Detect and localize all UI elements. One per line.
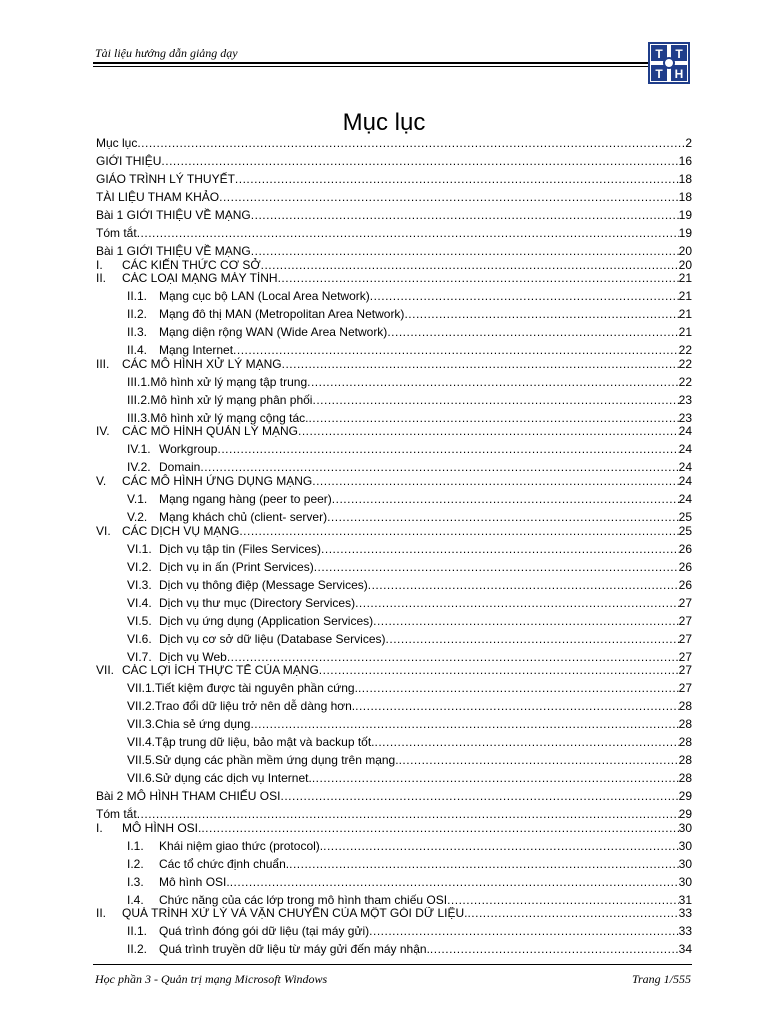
toc-dot-leader <box>251 208 679 222</box>
toc-entry-number: II. <box>96 906 107 921</box>
toc-entry-title: Quá trình đóng gói dữ liệu (tại máy gửi) <box>159 924 370 939</box>
toc-entry-title: Trao đổi dữ liệu trở nên dễ dàng hơn. <box>155 699 356 714</box>
toc-dot-leader <box>323 839 679 853</box>
toc-entry[interactable] <box>96 488 692 506</box>
toc-entry[interactable] <box>96 731 692 749</box>
toc-dot-leader <box>278 272 679 286</box>
logo-letter-br: H <box>674 67 684 81</box>
toc-entry-title: Các tổ chức định chuẩn. <box>159 856 290 871</box>
toc-entry-page: 22 <box>678 374 692 389</box>
toc-entry[interactable] <box>96 574 692 592</box>
toc-entry-title: Dịch vụ Web <box>159 649 227 664</box>
toc-entry-title: Tập trung dữ liệu, bảo mật và backup tốt. <box>155 735 375 750</box>
toc-dot-leader <box>217 442 678 456</box>
toc-entry-page: 30 <box>678 874 692 889</box>
toc-entry-number: I.4. <box>127 892 144 907</box>
toc-entry[interactable] <box>96 474 692 488</box>
toc-dot-leader <box>404 307 678 321</box>
toc-entry-title: QUÁ TRÌNH XỬ LÝ VÀ VẬN CHUYỂN CỦA MỘT GÓI DỮ LIỆU. <box>122 906 468 921</box>
toc-entry-page: 28 <box>678 771 692 786</box>
toc-entry-title: Mô hình xử lý mạng phân phối <box>150 392 313 407</box>
toc-dot-leader <box>314 560 679 574</box>
toc-entry-number: I.3. <box>127 874 144 889</box>
toc-entry-title: CÁC KIẾN THỨC CƠ SỞ <box>122 258 261 272</box>
toc-entry-title: Mô hình xử lý mạng tập trung <box>150 374 308 389</box>
toc-entry-title: Mạng Internet <box>159 343 234 358</box>
toc-entry-number: IV.2. <box>127 460 151 475</box>
toc-entry-title: CÁC LỢI ÍCH THỰC TẾ CỦA MẠNG <box>122 663 319 678</box>
toc-dot-leader <box>368 578 679 592</box>
toc-entry[interactable] <box>96 438 692 456</box>
toc-dot-leader <box>373 614 679 628</box>
toc-entry-title: CÁC MÔ HÌNH ỨNG DỤNG MẠNG <box>122 474 313 488</box>
toc-dot-leader <box>327 510 679 524</box>
toc-dot-leader <box>161 154 678 168</box>
toc-entry-page: 26 <box>678 577 692 592</box>
toc-entry-page: 24 <box>678 442 692 457</box>
toc-entry[interactable] <box>96 803 692 821</box>
toc-entry-number: I.1. <box>127 838 144 853</box>
toc-entry-number: II. <box>96 271 107 286</box>
toc-entry[interactable] <box>96 664 692 678</box>
table-of-contents <box>96 132 692 956</box>
toc-entry[interactable] <box>96 240 692 258</box>
toc-entry-title: Bài 1 GIỚI THIỆU VỀ MẠNG <box>96 244 251 258</box>
toc-dot-leader <box>312 474 678 488</box>
toc-entry[interactable] <box>96 821 692 835</box>
toc-entry-title: Chia sẻ ứng dụng <box>155 717 251 732</box>
toc-entry[interactable] <box>96 272 692 286</box>
toc-entry-number: II.1. <box>127 924 148 939</box>
toc-entry-title: GIỚI THIỆU <box>96 154 162 168</box>
toc-dot-leader <box>261 258 679 272</box>
toc-entry[interactable] <box>96 339 692 357</box>
toc-dot-leader <box>308 411 678 425</box>
toc-entry-number: VI.1. <box>127 541 152 556</box>
toc-entry[interactable] <box>96 677 692 695</box>
toc-entry[interactable] <box>96 785 692 803</box>
toc-entry-number: I.2. <box>127 856 144 871</box>
toc-entry-page: 29 <box>678 807 692 822</box>
toc-dot-leader <box>358 681 679 695</box>
toc-entry-page: 27 <box>678 631 692 646</box>
toc-entry-title: CÁC LOẠI MẠNG MÁY TÍNH <box>122 271 278 286</box>
toc-entry-number: VI.5. <box>127 613 152 628</box>
toc-entry-page: 24 <box>678 474 692 488</box>
toc-entry[interactable] <box>96 938 692 956</box>
toc-entry-title: Sử dụng các phần mềm ứng dụng trên mạng. <box>155 753 399 768</box>
toc-dot-leader <box>251 244 679 258</box>
toc-entry-page: 25 <box>678 523 692 538</box>
toc-entry-title: Quá trình truyền dữ liệu từ máy gửi đến máy nhận. <box>159 942 430 957</box>
toc-entry[interactable] <box>96 556 692 574</box>
toc-entry-title: Chức năng của các lớp trong mô hình tham chiếu OSI <box>159 892 448 907</box>
toc-dot-leader <box>239 524 678 538</box>
toc-dot-leader <box>312 771 679 785</box>
toc-entry-page: 33 <box>678 906 692 921</box>
tth-logo <box>648 42 690 84</box>
toc-entry[interactable] <box>96 907 692 921</box>
toc-entry-number: II.1. <box>127 289 148 304</box>
toc-entry-title: MÔ HÌNH OSI. <box>122 821 202 835</box>
toc-entry[interactable] <box>96 456 692 474</box>
logo-letter-tl: T <box>655 47 663 61</box>
toc-dot-leader <box>298 425 679 439</box>
toc-dot-leader <box>227 650 679 664</box>
toc-entry-title: Dịch vụ in ấn (Print Services) <box>159 559 314 574</box>
toc-entry-number: VII.5. <box>127 753 156 768</box>
toc-entry[interactable] <box>96 321 692 339</box>
logo-letter-bl: T <box>655 67 663 81</box>
toc-entry-number: IV. <box>96 424 110 439</box>
toc-entry-page: 18 <box>678 172 692 186</box>
toc-entry-number: VII.4. <box>127 735 156 750</box>
toc-dot-leader <box>137 807 679 821</box>
toc-dot-leader <box>387 325 678 339</box>
toc-entry-title: Mạng cục bộ LAN (Local Area Network) <box>159 289 370 304</box>
footer-rule <box>93 964 692 965</box>
toc-entry[interactable] <box>96 835 692 853</box>
toc-dot-leader <box>447 893 679 907</box>
toc-entry-number: II.3. <box>127 325 148 340</box>
toc-entry-title: TÀI LIỆU THAM KHẢO <box>96 190 220 204</box>
toc-entry-title: GIÁO TRÌNH LÝ THUYẾT <box>96 172 235 186</box>
toc-entry-number: III.3. <box>127 410 151 425</box>
toc-dot-leader <box>332 492 679 506</box>
toc-entry-number: I. <box>96 821 103 835</box>
toc-entry[interactable] <box>96 871 692 889</box>
toc-entry[interactable] <box>96 222 692 240</box>
toc-entry-number: III.2. <box>127 392 151 407</box>
toc-dot-leader <box>355 596 679 610</box>
toc-entry[interactable] <box>96 168 692 186</box>
toc-dot-leader <box>230 875 679 889</box>
toc-entry-number: V.1. <box>127 491 148 506</box>
toc-dot-leader <box>312 393 678 407</box>
toc-dot-leader <box>370 289 679 303</box>
toc-dot-leader <box>235 172 679 186</box>
toc-entry-page: 24 <box>678 424 692 439</box>
toc-entry-title: Mạng khách chủ (client- server) <box>159 509 328 524</box>
toc-entry-number: III. <box>96 357 110 371</box>
toc-entry-page: 30 <box>678 821 692 835</box>
footer-page-number: Trang 1/555 <box>631 972 691 986</box>
toc-entry-page: 31 <box>678 892 692 907</box>
toc-entry-title: Khái niệm giao thức (protocol). <box>159 838 324 853</box>
toc-entry-page: 34 <box>678 942 692 957</box>
toc-dot-leader <box>280 789 678 803</box>
toc-entry-page: 21 <box>678 289 692 304</box>
toc-dot-leader <box>137 136 685 150</box>
toc-entry[interactable] <box>96 132 692 150</box>
toc-entry-title: Dịch vụ tập tin (Files Services) <box>159 541 322 556</box>
toc-entry-page: 27 <box>678 595 692 610</box>
toc-entry-title: Domain <box>159 460 201 475</box>
toc-entry[interactable] <box>96 628 692 646</box>
toc-entry-page: 20 <box>678 244 692 258</box>
toc-entry-title: Mạng đô thị MAN (Metropolitan Area Network) <box>159 307 405 322</box>
toc-entry-number: VI.3. <box>127 577 152 592</box>
toc-entry-title: Dịch vụ cơ sở dữ liệu (Database Services) <box>159 631 386 646</box>
toc-entry[interactable] <box>96 713 692 731</box>
toc-entry-number: III.1. <box>127 374 151 389</box>
header-rule <box>93 62 648 67</box>
toc-entry-title: Bài 1 GIỚI THIỆU VỀ MẠNG <box>96 208 251 222</box>
toc-dot-leader <box>137 226 679 240</box>
toc-dot-leader <box>289 857 679 871</box>
toc-entry-page: 19 <box>678 226 692 240</box>
toc-entry-page: 28 <box>678 717 692 732</box>
toc-entry-page: 26 <box>678 541 692 556</box>
toc-entry[interactable] <box>96 389 692 407</box>
toc-dot-leader <box>233 343 679 357</box>
toc-entry[interactable] <box>96 767 692 785</box>
toc-entry-title: Dịch vụ ứng dụng (Application Services) <box>159 613 374 628</box>
toc-entry-title: Tóm tắt <box>96 226 137 240</box>
toc-entry[interactable] <box>96 646 692 664</box>
toc-entry[interactable] <box>96 889 692 907</box>
toc-dot-leader <box>219 190 679 204</box>
toc-entry[interactable] <box>96 150 692 168</box>
toc-entry-number: II.4. <box>127 343 148 358</box>
toc-entry-number: I. <box>96 258 103 272</box>
toc-entry-title: Dịch vụ thông điệp (Message Services) <box>159 577 368 592</box>
toc-entry-number: V.2. <box>127 509 148 524</box>
toc-entry[interactable] <box>96 425 692 439</box>
toc-entry[interactable] <box>96 371 692 389</box>
toc-entry-title: Mô hình OSI. <box>159 874 230 889</box>
toc-dot-leader <box>321 542 679 556</box>
page-title: Mục lục <box>342 109 426 137</box>
toc-entry[interactable] <box>96 357 692 371</box>
toc-dot-leader <box>250 717 678 731</box>
toc-entry[interactable] <box>96 506 692 524</box>
toc-entry-title: CÁC MÔ HÌNH XỬ LÝ MẠNG <box>122 357 282 371</box>
toc-entry-title: Mục lục <box>96 136 138 150</box>
toc-entry[interactable] <box>96 610 692 628</box>
toc-entry-page: 23 <box>678 410 692 425</box>
toc-entry-title: Sử dụng các dịch vụ Internet. <box>155 771 312 786</box>
toc-dot-leader <box>369 924 678 938</box>
toc-entry-page: 27 <box>678 663 692 678</box>
toc-entry[interactable] <box>96 920 692 938</box>
toc-dot-leader <box>355 699 679 713</box>
toc-entry-page: 22 <box>678 357 692 371</box>
toc-entry-page: 21 <box>678 325 692 340</box>
toc-entry-number: VII.6. <box>127 771 156 786</box>
toc-entry[interactable] <box>96 407 692 425</box>
toc-entry-page: 24 <box>678 460 692 475</box>
toc-entry-title: Mạng ngang hàng (peer to peer) <box>159 491 332 506</box>
toc-entry-number: II.2. <box>127 942 148 957</box>
toc-entry-title: Tóm tắt <box>96 807 137 822</box>
toc-entry-page: 29 <box>678 789 692 804</box>
toc-entry-number: VI.2. <box>127 559 152 574</box>
toc-entry-page: 28 <box>678 735 692 750</box>
toc-entry-page: 28 <box>678 699 692 714</box>
toc-dot-leader <box>399 753 679 767</box>
toc-entry-number: VI.6. <box>127 631 152 646</box>
toc-entry-title: Workgroup <box>159 442 218 457</box>
toc-entry-title: CÁC DỊCH VỤ MẠNG <box>122 523 240 538</box>
toc-entry-number: VII.2. <box>127 699 156 714</box>
toc-dot-leader <box>201 821 678 835</box>
toc-entry-page: 27 <box>678 613 692 628</box>
toc-entry-title: Bài 2 MÔ HÌNH THAM CHIẾU OSI <box>96 789 281 804</box>
toc-entry[interactable] <box>96 592 692 610</box>
toc-entry-page: 33 <box>678 924 692 939</box>
toc-dot-leader <box>375 735 679 749</box>
toc-dot-leader <box>319 664 679 678</box>
toc-entry-number: II.2. <box>127 307 148 322</box>
toc-entry-page: 26 <box>678 559 692 574</box>
toc-entry-title: Tiết kiệm được tài nguyên phần cứng. <box>155 681 358 696</box>
toc-entry-page: 30 <box>678 838 692 853</box>
toc-entry-page: 25 <box>678 509 692 524</box>
toc-entry[interactable] <box>96 204 692 222</box>
toc-dot-leader <box>467 907 678 921</box>
toc-entry[interactable] <box>96 538 692 556</box>
toc-dot-leader <box>430 942 679 956</box>
toc-entry-page: 27 <box>678 681 692 696</box>
toc-entry-page: 27 <box>678 649 692 664</box>
toc-entry-page: 21 <box>678 307 692 322</box>
toc-entry-page: 21 <box>678 271 692 286</box>
logo-letter-tr: T <box>675 47 683 61</box>
toc-entry-page: 28 <box>678 753 692 768</box>
toc-entry[interactable] <box>96 749 692 767</box>
toc-entry[interactable] <box>96 524 692 538</box>
toc-entry[interactable] <box>96 285 692 303</box>
toc-entry-page: 22 <box>678 343 692 358</box>
toc-entry-number: VI. <box>96 523 111 538</box>
toc-entry[interactable] <box>96 853 692 871</box>
toc-dot-leader <box>200 460 678 474</box>
toc-entry-title: Dịch vụ thư mục (Directory Services) <box>159 595 356 610</box>
toc-entry-number: VI.4. <box>127 595 152 610</box>
footer-course: Học phần 3 - Quản trị mạng Microsoft Windows <box>95 972 328 986</box>
toc-dot-leader <box>386 632 679 646</box>
toc-entry-page: 30 <box>678 856 692 871</box>
toc-entry-page: 23 <box>678 392 692 407</box>
toc-entry-number: IV.1. <box>127 442 151 457</box>
toc-entry[interactable] <box>96 303 692 321</box>
toc-entry-number: V. <box>96 474 107 488</box>
toc-entry-title: Mạng diện rộng WAN (Wide Area Network) <box>159 325 388 340</box>
toc-entry[interactable] <box>96 258 692 272</box>
toc-entry-title: CÁC MÔ HÌNH QUẢN LÝ MẠNG <box>122 424 299 439</box>
toc-entry-page: 18 <box>678 190 692 204</box>
header-text: Tài liệu hướng dẫn giảng dạy <box>95 46 238 60</box>
toc-entry[interactable] <box>96 695 692 713</box>
toc-entry-number: VII. <box>96 663 115 678</box>
toc-entry-title: Mô hình xử lý mạng cộng tác. <box>150 410 309 425</box>
toc-entry-number: VI.7. <box>127 649 152 664</box>
toc-entry-page: 16 <box>678 154 692 168</box>
toc-entry-number: VII.3. <box>127 717 156 732</box>
toc-dot-leader <box>307 375 679 389</box>
toc-entry-number: VII.1. <box>127 681 156 696</box>
toc-dot-leader <box>282 357 679 371</box>
toc-entry-page: 20 <box>678 258 692 272</box>
toc-entry-page: 2 <box>685 136 692 150</box>
toc-entry-page: 19 <box>678 208 692 222</box>
toc-entry-page: 24 <box>678 491 692 506</box>
toc-entry[interactable] <box>96 186 692 204</box>
